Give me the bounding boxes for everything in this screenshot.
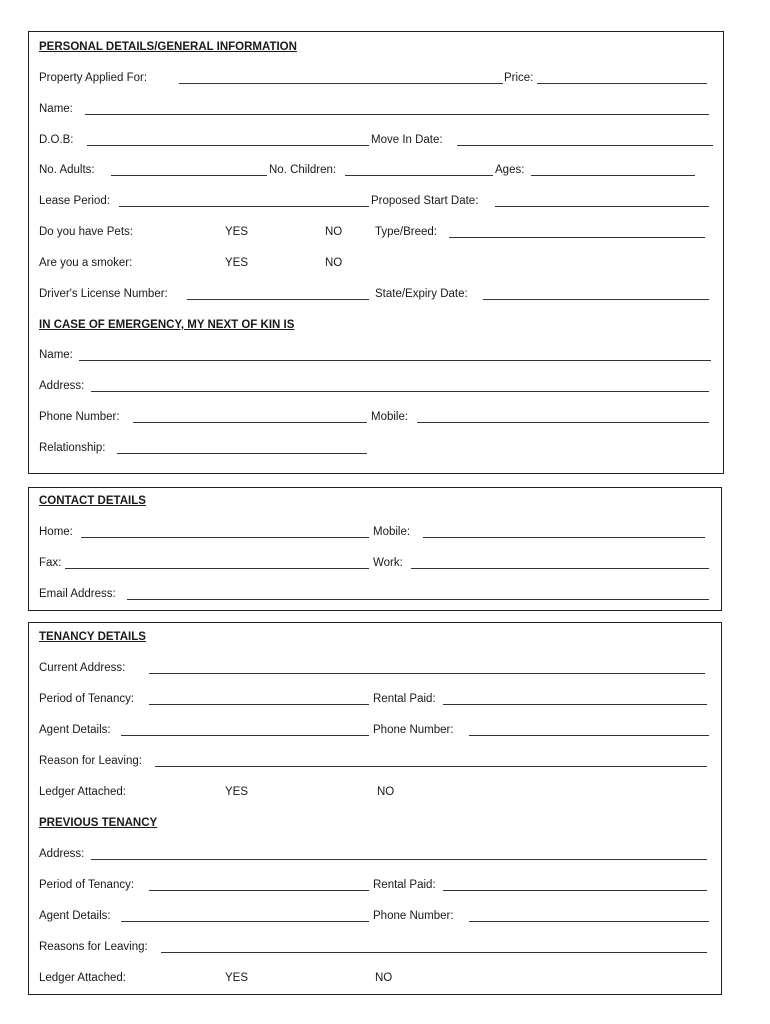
no-children-label: No. Children: (269, 164, 337, 176)
contact-heading: CONTACT DETAILS (39, 495, 146, 507)
proposed-start-date-field[interactable] (495, 206, 709, 207)
pets-no-option[interactable]: NO (325, 226, 343, 238)
tenancy-ledger-label: Ledger Attached: (39, 786, 126, 798)
tenancy-rental-paid-label: Rental Paid: (373, 693, 436, 705)
section-heading: PERSONAL DETAILS/GENERAL INFORMATION (39, 41, 297, 53)
emergency-address-label: Address: (39, 380, 85, 392)
relationship-field[interactable] (117, 453, 367, 454)
tenancy-period-field[interactable] (149, 704, 369, 705)
drivers-license-field[interactable] (187, 299, 369, 300)
emergency-mobile-label: Mobile: (371, 411, 409, 423)
dob-field[interactable] (87, 145, 369, 146)
home-label: Home: (39, 526, 73, 538)
price-field[interactable] (537, 83, 707, 84)
tenancy-rental-paid-field[interactable] (443, 704, 707, 705)
tenancy-heading: TENANCY DETAILS (39, 631, 146, 643)
previous-reasons-label: Reasons for Leaving: (39, 941, 148, 953)
emergency-heading: IN CASE OF EMERGENCY, MY NEXT OF KIN IS (39, 319, 295, 331)
previous-agent-field[interactable] (121, 921, 369, 922)
name-label: Name: (39, 103, 73, 115)
no-adults-label: No. Adults: (39, 164, 95, 176)
dob-label: D.O.B: (39, 134, 74, 146)
no-adults-field[interactable] (111, 175, 267, 176)
smoker-no-option[interactable]: NO (325, 257, 343, 269)
reason-leaving-label: Reason for Leaving: (39, 755, 142, 767)
tenancy-agent-label: Agent Details: (39, 724, 111, 736)
relationship-label: Relationship: (39, 442, 106, 454)
previous-ledger-yes-option[interactable]: YES (225, 972, 249, 984)
ages-field[interactable] (531, 175, 695, 176)
previous-phone-label: Phone Number: (373, 910, 454, 922)
tenancy-phone-field[interactable] (469, 735, 709, 736)
previous-reasons-field[interactable] (161, 952, 707, 953)
previous-address-label: Address: (39, 848, 85, 860)
tenancy-ledger-yes-option[interactable]: YES (225, 786, 249, 798)
property-applied-for-field[interactable] (179, 83, 503, 84)
state-expiry-field[interactable] (483, 299, 709, 300)
contact-mobile-field[interactable] (423, 537, 705, 538)
home-field[interactable] (81, 537, 369, 538)
emergency-phone-field[interactable] (133, 422, 367, 423)
previous-heading: PREVIOUS TENANCY (39, 817, 158, 829)
tenancy-phone-label: Phone Number: (373, 724, 454, 736)
emergency-mobile-field[interactable] (417, 422, 709, 423)
previous-ledger-label: Ledger Attached: (39, 972, 126, 984)
drivers-license-label: Driver's License Number: (39, 288, 168, 300)
previous-agent-label: Agent Details: (39, 910, 111, 922)
ages-label: Ages: (495, 164, 525, 176)
tenancy-details-section (28, 622, 722, 995)
previous-phone-field[interactable] (469, 921, 709, 922)
previous-period-label: Period of Tenancy: (39, 879, 135, 891)
fax-label: Fax: (39, 557, 62, 569)
pets-label: Do you have Pets: (39, 226, 133, 238)
move-in-date-label: Move In Date: (371, 134, 443, 146)
fax-field[interactable] (65, 568, 369, 569)
previous-address-field[interactable] (91, 859, 707, 860)
tenancy-agent-field[interactable] (121, 735, 369, 736)
current-address-field[interactable] (149, 673, 705, 674)
pets-yes-option[interactable]: YES (225, 226, 249, 238)
email-field[interactable] (127, 599, 709, 600)
tenancy-ledger-no-option[interactable]: NO (377, 786, 395, 798)
proposed-start-date-label: Proposed Start Date: (371, 195, 479, 207)
lease-period-field[interactable] (119, 206, 369, 207)
price-label: Price: (504, 72, 534, 84)
emergency-phone-label: Phone Number: (39, 411, 120, 423)
tenancy-period-label: Period of Tenancy: (39, 693, 135, 705)
type-breed-field[interactable] (449, 237, 705, 238)
smoker-label: Are you a smoker: (39, 257, 133, 269)
work-label: Work: (373, 557, 403, 569)
lease-period-label: Lease Period: (39, 195, 110, 207)
smoker-yes-option[interactable]: YES (225, 257, 249, 269)
contact-details-section (28, 487, 722, 611)
state-expiry-label: State/Expiry Date: (375, 288, 468, 300)
property-applied-for-label: Property Applied For: (39, 72, 148, 84)
work-field[interactable] (411, 568, 709, 569)
previous-rental-paid-field[interactable] (443, 890, 707, 891)
previous-period-field[interactable] (149, 890, 369, 891)
emergency-name-label: Name: (39, 349, 73, 361)
name-field[interactable] (85, 114, 709, 115)
contact-mobile-label: Mobile: (373, 526, 411, 538)
previous-rental-paid-label: Rental Paid: (373, 879, 436, 891)
move-in-date-field[interactable] (457, 145, 713, 146)
type-breed-label: Type/Breed: (375, 226, 438, 238)
reason-leaving-field[interactable] (155, 766, 707, 767)
previous-ledger-no-option[interactable]: NO (375, 972, 393, 984)
emergency-name-field[interactable] (79, 360, 711, 361)
emergency-address-field[interactable] (91, 391, 709, 392)
personal-details-section (28, 31, 724, 474)
email-label: Email Address: (39, 588, 116, 600)
current-address-label: Current Address: (39, 662, 126, 674)
no-children-field[interactable] (345, 175, 493, 176)
